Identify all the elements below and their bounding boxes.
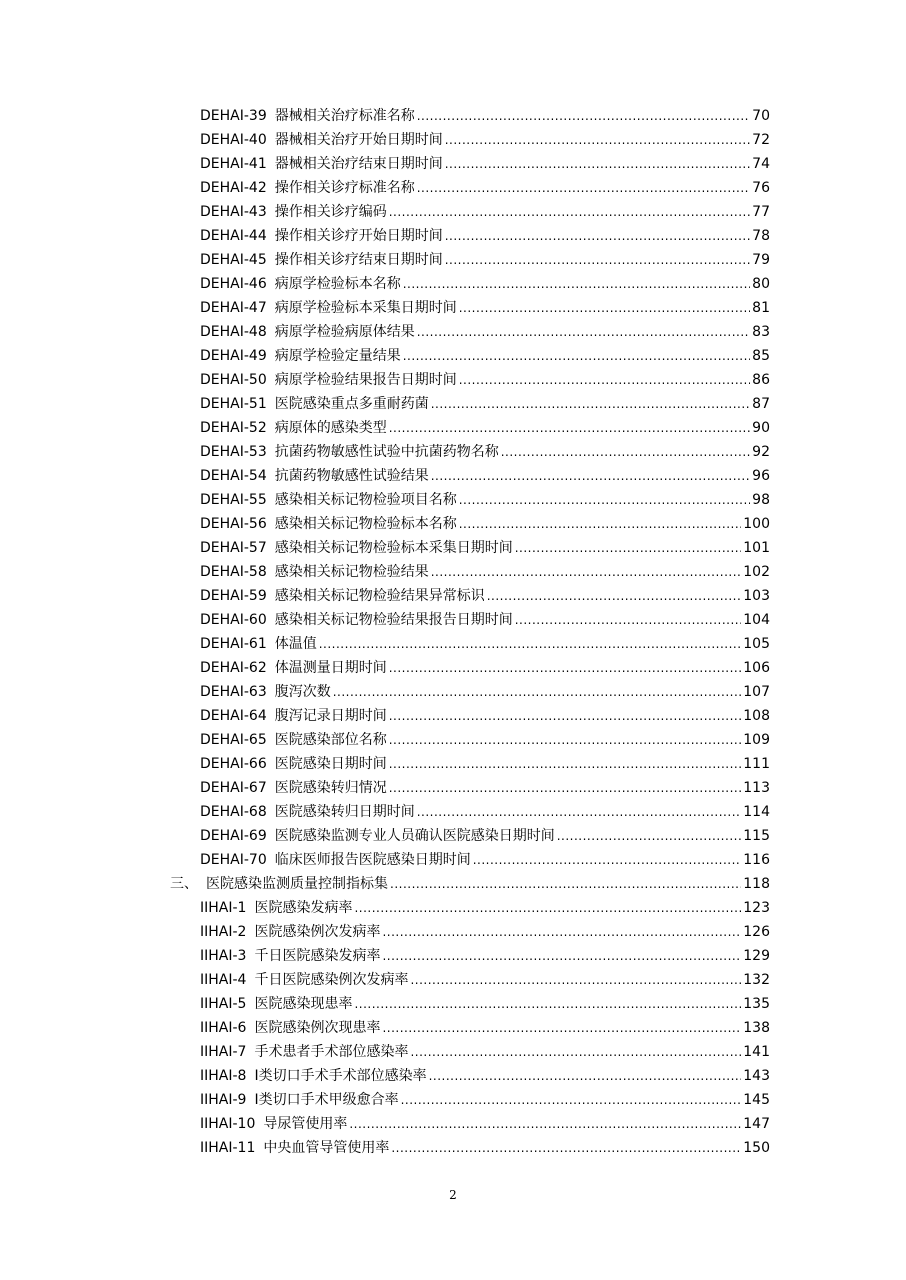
toc-leader-dots — [431, 560, 742, 584]
toc-entry-title: 感染相关标记物检验项目名称 — [274, 492, 457, 508]
toc-entry-title: 操作相关诊疗开始日期时间 — [274, 228, 443, 244]
toc-entry-page: 90 — [752, 420, 770, 436]
toc-leader-dots — [515, 536, 742, 560]
toc-entry-code: DEHAI-45 — [200, 252, 267, 268]
toc-leader-dots — [515, 608, 742, 632]
toc-entry-code: DEHAI-69 — [200, 828, 267, 844]
toc-entry[interactable] — [200, 992, 770, 1016]
toc-entry-title: 医院感染监测专业人员确认医院感染日期时间 — [274, 828, 555, 844]
toc-entry-code: DEHAI-56 — [200, 516, 267, 532]
toc-entry-title: 感染相关标记物检验标本名称 — [274, 516, 457, 532]
toc-entry-title: 体温测量日期时间 — [274, 660, 387, 676]
toc-entry-code: DEHAI-70 — [200, 852, 267, 868]
toc-entry[interactable] — [200, 656, 770, 680]
toc-entry[interactable] — [200, 152, 770, 176]
toc-entry[interactable] — [200, 632, 770, 656]
toc-entry-code: DEHAI-46 — [200, 276, 267, 292]
toc-entry-page: 87 — [752, 396, 770, 412]
toc-entry-page: 147 — [743, 1116, 770, 1132]
toc-leader-dots — [445, 128, 750, 152]
toc-entry-page: 135 — [743, 996, 770, 1012]
toc-entry[interactable] — [200, 1040, 770, 1064]
toc-entry-title: 中央血管导管使用率 — [263, 1140, 390, 1156]
toc-entry-page: 150 — [743, 1140, 770, 1156]
toc-entry[interactable] — [200, 560, 770, 584]
toc-entry-title: 医院感染例次现患率 — [254, 1020, 381, 1036]
toc-entry-code: DEHAI-43 — [200, 204, 267, 220]
toc-entry-page: 78 — [752, 228, 770, 244]
toc-entry-page: 107 — [743, 684, 770, 700]
toc-leader-dots — [401, 1088, 742, 1112]
toc-entry-code: DEHAI-68 — [200, 804, 267, 820]
toc-leader-dots — [431, 464, 750, 488]
toc-entry-title: 病原学检验定量结果 — [274, 348, 401, 364]
toc-entry[interactable] — [200, 752, 770, 776]
toc-leader-dots — [459, 512, 742, 536]
toc-entry-title: 病原学检验结果报告日期时间 — [274, 372, 457, 388]
toc-leader-dots — [417, 176, 750, 200]
toc-entry[interactable] — [200, 920, 770, 944]
toc-entry[interactable] — [200, 320, 770, 344]
toc-entry[interactable] — [200, 776, 770, 800]
toc-entry-title: 感染相关标记物检验结果 — [274, 564, 429, 580]
toc-leader-dots — [390, 872, 741, 896]
toc-entry-code: 三、 — [170, 876, 198, 892]
toc-entry[interactable] — [200, 488, 770, 512]
toc-entry-title: 病原学检验标本名称 — [274, 276, 401, 292]
toc-entry-code: DEHAI-64 — [200, 708, 267, 724]
toc-entry-code: DEHAI-47 — [200, 300, 267, 316]
toc-entry-page: 132 — [743, 972, 770, 988]
toc-leader-dots — [354, 992, 741, 1016]
toc-leader-dots — [417, 320, 750, 344]
toc-entry[interactable] — [200, 176, 770, 200]
toc-entry[interactable] — [200, 224, 770, 248]
toc-entry[interactable] — [200, 104, 770, 128]
toc-leader-dots — [459, 296, 750, 320]
toc-entry[interactable] — [200, 200, 770, 224]
toc-entry-code: DEHAI-51 — [200, 396, 267, 412]
toc-leader-dots — [382, 1016, 741, 1040]
toc-entry-title: 千日医院感染发病率 — [254, 948, 381, 964]
toc-entry[interactable] — [200, 512, 770, 536]
toc-entry-code: DEHAI-66 — [200, 756, 267, 772]
toc-entry-code: DEHAI-67 — [200, 780, 267, 796]
toc-leader-dots — [389, 728, 742, 752]
toc-entry-page: 108 — [743, 708, 770, 724]
toc-entry-code: IIHAI-11 — [200, 1140, 256, 1156]
toc-entry[interactable] — [200, 968, 770, 992]
page-number: 2 — [449, 1188, 457, 1202]
toc-entry-title: 操作相关诊疗结束日期时间 — [274, 252, 443, 268]
toc-entry-page: 118 — [743, 876, 770, 892]
toc-entry[interactable] — [200, 608, 770, 632]
toc-entry[interactable] — [200, 296, 770, 320]
toc-entry-page: 74 — [752, 156, 770, 172]
toc-entry-title: 千日医院感染例次发病率 — [254, 972, 409, 988]
toc-entry-code: IIHAI-6 — [200, 1020, 247, 1036]
toc-entry-page: 72 — [752, 132, 770, 148]
toc-entry-page: 126 — [743, 924, 770, 940]
toc-entry-page: 85 — [752, 348, 770, 364]
toc-entry-code: DEHAI-49 — [200, 348, 267, 364]
toc-entry-page: 105 — [743, 636, 770, 652]
toc-leader-dots — [354, 896, 741, 920]
toc-leader-dots — [445, 152, 750, 176]
toc-entry-page: 76 — [752, 180, 770, 196]
toc-leader-dots — [389, 704, 742, 728]
toc-entry-code: DEHAI-52 — [200, 420, 267, 436]
toc-entry-page: 109 — [743, 732, 770, 748]
toc-entry-page: 113 — [743, 780, 770, 796]
toc-leader-dots — [417, 800, 742, 824]
toc-entry[interactable] — [200, 416, 770, 440]
toc-entry-page: 83 — [752, 324, 770, 340]
toc-entry-title: 病原学检验标本采集日期时间 — [274, 300, 457, 316]
toc-entry-title: 腹泻记录日期时间 — [274, 708, 387, 724]
toc-entry-code: IIHAI-7 — [200, 1044, 247, 1060]
toc-entry-code: DEHAI-55 — [200, 492, 267, 508]
toc-entry-title: 医院感染日期时间 — [274, 756, 387, 772]
toc-entry-title: 医院感染现患率 — [254, 996, 353, 1012]
toc-leader-dots — [382, 944, 741, 968]
toc-leader-dots — [445, 224, 750, 248]
toc-entry[interactable] — [200, 248, 770, 272]
toc-leader-dots — [389, 656, 742, 680]
toc-entry-code: DEHAI-54 — [200, 468, 267, 484]
toc-entry-title: 医院感染重点多重耐药菌 — [274, 396, 429, 412]
toc-entry-page: 79 — [752, 252, 770, 268]
toc-entry-code: DEHAI-40 — [200, 132, 267, 148]
toc-entry-page: 123 — [743, 900, 770, 916]
toc-entry[interactable] — [200, 440, 770, 464]
toc-leader-dots — [487, 584, 742, 608]
toc-entry-title: 临床医师报告医院感染日期时间 — [274, 852, 471, 868]
toc-leader-dots — [319, 632, 742, 656]
toc-entry-page: 81 — [752, 300, 770, 316]
toc-entry-page: 100 — [743, 516, 770, 532]
toc-entry-page: 114 — [743, 804, 770, 820]
toc-entry-title: 医院感染发病率 — [254, 900, 353, 916]
toc-entry-title: 医院感染监测质量控制指标集 — [206, 876, 388, 892]
toc-leader-dots — [389, 200, 750, 224]
toc-entry-code: DEHAI-41 — [200, 156, 267, 172]
toc-entry[interactable] — [200, 944, 770, 968]
toc-entry-code: DEHAI-65 — [200, 732, 267, 748]
toc-entry-title: 操作相关诊疗编码 — [274, 204, 387, 220]
toc-entry-page: 143 — [743, 1068, 770, 1084]
toc-entry-title: 器械相关治疗结束日期时间 — [274, 156, 443, 172]
toc-entry-code: IIHAI-3 — [200, 948, 247, 964]
toc-entry-code: IIHAI-1 — [200, 900, 247, 916]
toc-entry[interactable] — [200, 896, 770, 920]
toc-entry-page: 115 — [743, 828, 770, 844]
toc-section-heading[interactable] — [170, 872, 770, 896]
toc-leader-dots — [459, 488, 750, 512]
toc-entry-title: 感染相关标记物检验标本采集日期时间 — [274, 540, 513, 556]
toc-entry-code: IIHAI-8 — [200, 1068, 247, 1084]
toc-entry-code: DEHAI-44 — [200, 228, 267, 244]
toc-entry-title: 感染相关标记物检验结果报告日期时间 — [274, 612, 513, 628]
toc-leader-dots — [389, 416, 750, 440]
toc-entry[interactable] — [200, 584, 770, 608]
toc-entry-code: DEHAI-60 — [200, 612, 267, 628]
toc-entry[interactable] — [200, 680, 770, 704]
toc-entry-title: 医院感染转归日期时间 — [274, 804, 415, 820]
toc-entry-code: DEHAI-58 — [200, 564, 267, 580]
toc-entry-code: DEHAI-48 — [200, 324, 267, 340]
toc-entry-page: 116 — [743, 852, 770, 868]
toc-entry-page: 77 — [752, 204, 770, 220]
toc-entry-title: Ⅰ类切口手术甲级愈合率 — [254, 1092, 399, 1108]
toc-leader-dots — [417, 104, 750, 128]
toc-entry-title: 医院感染例次发病率 — [254, 924, 381, 940]
toc-entry-title: 腹泻次数 — [274, 684, 331, 700]
toc-entry-page: 111 — [743, 756, 770, 772]
toc-entry-code: IIHAI-9 — [200, 1092, 247, 1108]
toc-leader-dots — [410, 968, 741, 992]
toc-leader-dots — [445, 248, 750, 272]
toc-entry[interactable] — [200, 1136, 770, 1160]
toc-leader-dots — [410, 1040, 741, 1064]
toc-entry-page: 145 — [743, 1092, 770, 1108]
toc-entry-code: DEHAI-61 — [200, 636, 267, 652]
toc-entry-page: 98 — [752, 492, 770, 508]
toc-leader-dots — [473, 848, 742, 872]
toc-entry[interactable] — [200, 728, 770, 752]
toc-leader-dots — [349, 1112, 741, 1136]
toc-leader-dots — [403, 344, 750, 368]
toc-entry[interactable] — [200, 464, 770, 488]
toc-entry-page: 101 — [743, 540, 770, 556]
toc-leader-dots — [459, 368, 750, 392]
toc-entry-code: DEHAI-62 — [200, 660, 267, 676]
toc-entry-title: 抗菌药物敏感性试验中抗菌药物名称 — [274, 444, 499, 460]
toc-entry[interactable] — [200, 1016, 770, 1040]
toc-entry-code: DEHAI-42 — [200, 180, 267, 196]
toc-entry-page: 102 — [743, 564, 770, 580]
toc-entry[interactable] — [200, 800, 770, 824]
toc-entry-page: 70 — [752, 108, 770, 124]
toc-entry[interactable] — [200, 272, 770, 296]
toc-entry[interactable] — [200, 848, 770, 872]
toc-entry-page: 92 — [752, 444, 770, 460]
toc-entry[interactable] — [200, 824, 770, 848]
toc-entry[interactable] — [200, 704, 770, 728]
toc-entry[interactable] — [200, 1088, 770, 1112]
toc-entry-title: 病原学检验病原体结果 — [274, 324, 415, 340]
toc-entry-page: 138 — [743, 1020, 770, 1036]
toc-leader-dots — [389, 776, 742, 800]
toc-entry[interactable] — [200, 536, 770, 560]
toc-entry-code: DEHAI-50 — [200, 372, 267, 388]
toc-entry-title: 导尿管使用率 — [263, 1116, 348, 1132]
toc-leader-dots — [391, 1136, 741, 1160]
toc-entry-code: IIHAI-4 — [200, 972, 247, 988]
toc-entry[interactable] — [200, 368, 770, 392]
toc-entry-code: DEHAI-57 — [200, 540, 267, 556]
toc-leader-dots — [403, 272, 750, 296]
toc-entry-page: 96 — [752, 468, 770, 484]
toc-entry-code: IIHAI-2 — [200, 924, 247, 940]
toc-entry-page: 86 — [752, 372, 770, 388]
toc-entry[interactable] — [200, 128, 770, 152]
toc-entry-page: 103 — [743, 588, 770, 604]
toc-entry-page: 104 — [743, 612, 770, 628]
toc-leader-dots — [389, 752, 742, 776]
toc-entry[interactable] — [200, 392, 770, 416]
toc-entry-page: 106 — [743, 660, 770, 676]
toc-entry-title: 抗菌药物敏感性试验结果 — [274, 468, 429, 484]
toc-entry-title: 体温值 — [274, 636, 317, 652]
toc-entry-code: IIHAI-10 — [200, 1116, 256, 1132]
toc-entry[interactable] — [200, 1112, 770, 1136]
toc-entry-code: IIHAI-5 — [200, 996, 247, 1012]
toc-leader-dots — [557, 824, 742, 848]
toc-entry-title: 器械相关治疗开始日期时间 — [274, 132, 443, 148]
toc-entry-title: 手术患者手术部位感染率 — [254, 1044, 409, 1060]
toc-leader-dots — [501, 440, 750, 464]
toc-entry-title: 操作相关诊疗标准名称 — [274, 180, 415, 196]
toc-entry[interactable] — [200, 344, 770, 368]
toc-leader-dots — [333, 680, 742, 704]
toc-entry-title: 器械相关治疗标准名称 — [274, 108, 415, 124]
toc-entry-title: 医院感染部位名称 — [274, 732, 387, 748]
toc-entry-code: DEHAI-39 — [200, 108, 267, 124]
toc-entry-page: 80 — [752, 276, 770, 292]
toc-entry-title: 病原体的感染类型 — [274, 420, 387, 436]
toc-entry-title: Ⅰ类切口手术手术部位感染率 — [254, 1068, 427, 1084]
toc-entry-page: 129 — [743, 948, 770, 964]
toc-entry-code: DEHAI-63 — [200, 684, 267, 700]
toc-entry-code: DEHAI-59 — [200, 588, 267, 604]
toc-entry-title: 感染相关标记物检验结果异常标识 — [274, 588, 485, 604]
toc-entry-page: 141 — [743, 1044, 770, 1060]
toc-entry-code: DEHAI-53 — [200, 444, 267, 460]
toc-leader-dots — [429, 1064, 742, 1088]
toc-leader-dots — [431, 392, 750, 416]
toc-leader-dots — [382, 920, 741, 944]
toc-entry-title: 医院感染转归情况 — [274, 780, 387, 796]
toc-entry[interactable] — [200, 1064, 770, 1088]
